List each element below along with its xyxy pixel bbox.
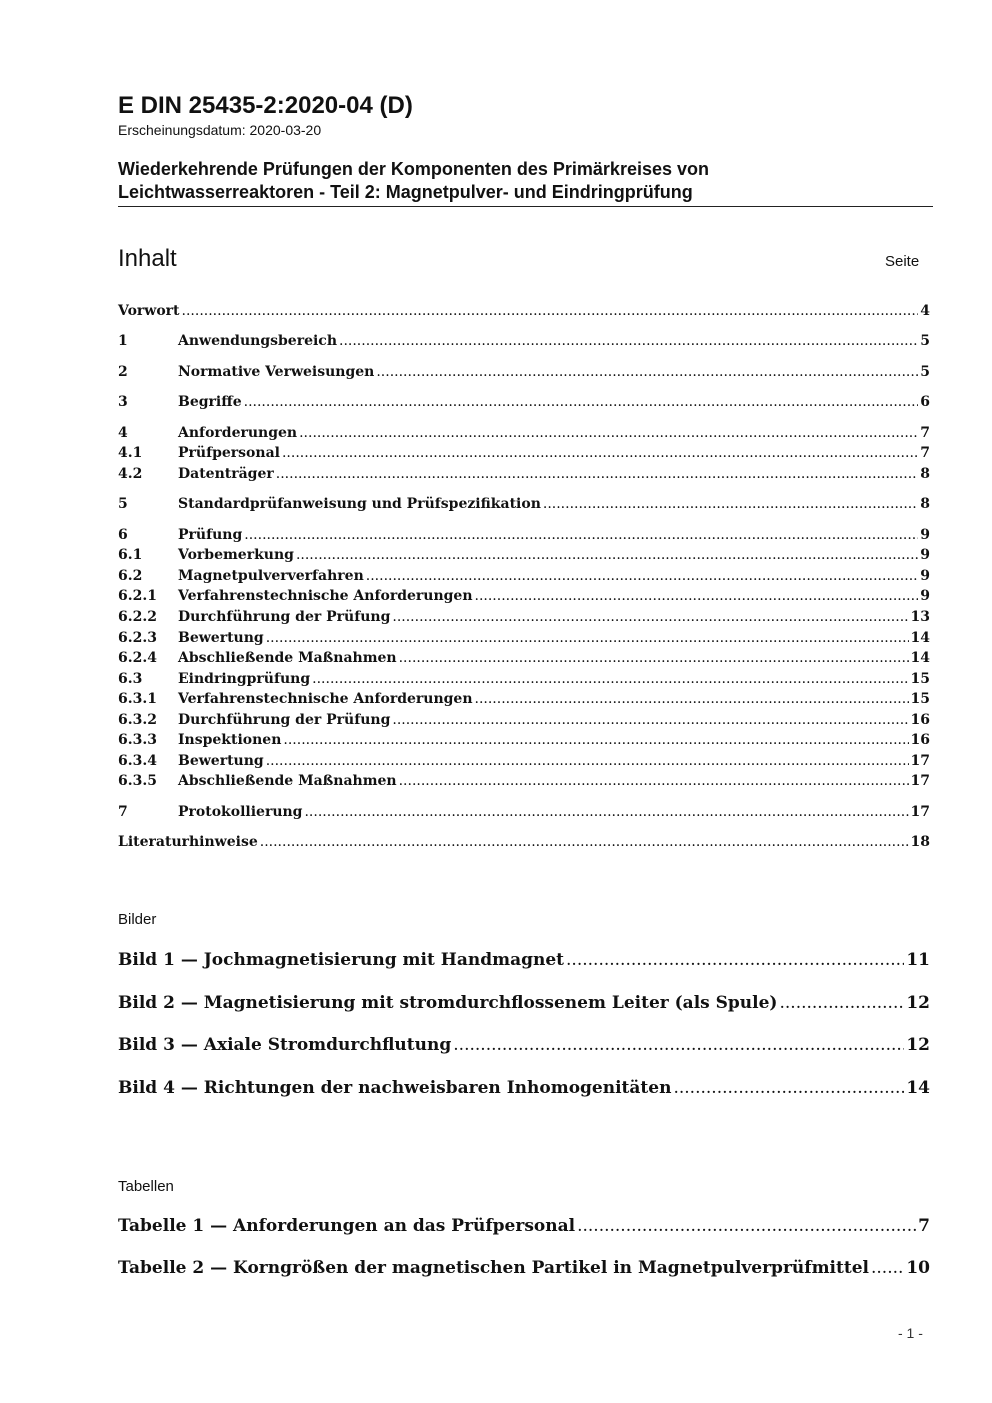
dot-leader — [376, 364, 918, 380]
toc-entry-label: Magnetpulververfahren — [178, 568, 364, 584]
toc-entry-label: Prüfpersonal — [178, 445, 280, 461]
toc-entry-number: 6.3 — [118, 671, 143, 687]
dot-leader — [283, 732, 908, 748]
toc-entry-label: Begriffe — [178, 394, 242, 410]
toc-entry-number: 6.3.3 — [118, 732, 157, 748]
table-entry-page: 7 — [918, 1216, 930, 1236]
toc-entry[interactable] — [118, 588, 930, 608]
page-column-label: Seite — [885, 253, 920, 270]
toc-entry-number: 2 — [118, 364, 128, 380]
toc-entry-label: Anwendungsbereich — [178, 333, 337, 349]
toc-entry-page: 18 — [910, 834, 930, 850]
toc-entry[interactable] — [118, 303, 930, 323]
toc-entry[interactable] — [118, 834, 930, 854]
tables-heading: Tabellen — [118, 1178, 174, 1195]
figure-entry-label: Bild 1 — Jochmagnetisierung mit Handmagnet — [118, 950, 565, 970]
toc-entry[interactable] — [118, 496, 930, 516]
figure-entry[interactable] — [118, 1035, 930, 1059]
table-entry[interactable] — [118, 1258, 930, 1282]
figure-entry-label: Bild 3 — Axiale Stromdurchflutung — [118, 1035, 452, 1055]
toc-entry[interactable] — [118, 691, 930, 711]
toc-entry-label: Verfahrenstechnische Anforderungen — [178, 588, 473, 604]
figure-entry[interactable] — [118, 950, 930, 974]
toc-entry-page: 5 — [920, 333, 930, 349]
figure-entry[interactable] — [118, 993, 930, 1017]
page-number: - 1 - — [898, 1325, 923, 1341]
toc-entry-page: 9 — [920, 547, 930, 563]
toc-entry[interactable] — [118, 671, 930, 691]
toc-entry-number: 6.2.1 — [118, 588, 157, 604]
dot-leader — [392, 712, 908, 728]
toc-entry-label: Verfahrenstechnische Anforderungen — [178, 691, 473, 707]
toc-entry[interactable] — [118, 712, 930, 732]
dot-leader — [296, 547, 918, 563]
toc-entry-page: 15 — [910, 671, 930, 687]
dot-leader — [453, 1035, 904, 1055]
dot-leader — [566, 950, 904, 970]
toc-entry-number: 4 — [118, 425, 128, 441]
figure-entry-label: Bild 4 — Richtungen der nachweisbaren Inhomogenitäten — [118, 1078, 672, 1098]
figure-entry-page: 12 — [906, 993, 930, 1013]
dot-leader — [266, 753, 909, 769]
toc-entry[interactable] — [118, 773, 930, 793]
toc-entry-page: 6 — [920, 394, 930, 410]
toc-entry-page: 9 — [920, 527, 930, 543]
toc-entry[interactable] — [118, 364, 930, 384]
toc-entry[interactable] — [118, 568, 930, 588]
toc-entry-label: Abschließende Maßnahmen — [178, 650, 397, 666]
toc-entry-page: 9 — [920, 588, 930, 604]
figures-heading: Bilder — [118, 911, 157, 928]
dot-leader — [475, 588, 919, 604]
title-line-1: Wiederkehrende Prüfungen der Komponenten des Primärkreises von — [118, 159, 709, 179]
toc-entry-number: 5 — [118, 496, 128, 512]
dot-leader — [392, 609, 908, 625]
table-entry-page: 10 — [906, 1258, 930, 1278]
title-line-2: Leichtwasserreaktoren - Teil 2: Magnetpulver- und Eindringprüfung — [118, 182, 693, 202]
toc-entry-page: 17 — [910, 773, 930, 789]
dot-leader — [779, 993, 904, 1013]
toc-entry[interactable] — [118, 753, 930, 773]
figure-entry-page: 12 — [906, 1035, 930, 1055]
toc-entry-number: 6.2.3 — [118, 630, 157, 646]
document-title — [118, 158, 933, 204]
toc-entry-number: 1 — [118, 333, 128, 349]
toc-entry-label: Bewertung — [178, 630, 264, 646]
toc-entry-label: Normative Verweisungen — [178, 364, 375, 380]
toc-entry[interactable] — [118, 547, 930, 567]
table-entry[interactable] — [118, 1216, 930, 1240]
toc-entry-page: 7 — [920, 425, 930, 441]
toc-entry-page: 14 — [910, 650, 930, 666]
toc-entry-page: 9 — [920, 568, 930, 584]
toc-entry-number: 6.3.2 — [118, 712, 157, 728]
toc-entry-label: Prüfung — [178, 527, 243, 543]
toc-entry-number: 7 — [118, 804, 128, 820]
toc-entry-number: 3 — [118, 394, 128, 410]
toc-entry-number: 6.1 — [118, 547, 143, 563]
toc-entry-page: 16 — [910, 712, 930, 728]
dot-leader — [260, 834, 909, 850]
toc-entry-label: Abschließende Maßnahmen — [178, 773, 397, 789]
dot-leader — [182, 303, 919, 319]
toc-entry-label: Vorwort — [118, 303, 180, 319]
toc-entry-number: 4.2 — [118, 466, 143, 482]
title-divider — [118, 206, 933, 207]
dot-leader — [339, 333, 918, 349]
dot-leader — [366, 568, 918, 584]
toc-entry-page: 14 — [910, 630, 930, 646]
dot-leader — [282, 445, 918, 461]
toc-heading: Inhalt — [118, 245, 177, 272]
toc-entry[interactable] — [118, 609, 930, 629]
dot-leader — [266, 630, 909, 646]
toc-entry-label: Eindringprüfung — [178, 671, 311, 687]
toc-entry[interactable] — [118, 333, 930, 353]
toc-entry-label: Anforderungen — [178, 425, 298, 441]
toc-entry[interactable] — [118, 425, 930, 445]
toc-entry-number: 6.2.4 — [118, 650, 157, 666]
dot-leader — [304, 804, 908, 820]
toc-entry-number: 6.2.2 — [118, 609, 157, 625]
toc-entry[interactable] — [118, 650, 930, 670]
toc-entry-label: Vorbemerkung — [178, 547, 294, 563]
toc-entry-page: 4 — [920, 303, 930, 319]
toc-entry-number: 6.2 — [118, 568, 143, 584]
toc-entry-number: 6.3.5 — [118, 773, 157, 789]
dot-leader — [299, 425, 918, 441]
dot-leader — [312, 671, 908, 687]
toc-entry-page: 17 — [910, 804, 930, 820]
toc-entry-label: Durchführung der Prüfung — [178, 712, 391, 728]
toc-entry-label: Protokollierung — [178, 804, 303, 820]
dot-leader — [673, 1078, 904, 1098]
toc-entry-number: 6.3.1 — [118, 691, 157, 707]
toc-entry-page: 17 — [910, 753, 930, 769]
toc-entry-label: Inspektionen — [178, 732, 282, 748]
toc-entry-page: 13 — [910, 609, 930, 625]
toc-entry-page: 8 — [920, 466, 930, 482]
toc-entry-label: Standardprüfanweisung und Prüfspezifikation — [178, 496, 541, 512]
toc-entry-label: Bewertung — [178, 753, 264, 769]
dot-leader — [475, 691, 909, 707]
toc-entry-page: 7 — [920, 445, 930, 461]
table-entry-label: Tabelle 1 — Anforderungen an das Prüfpersonal — [118, 1216, 576, 1236]
toc-entry-page: 5 — [920, 364, 930, 380]
toc-entry-page: 16 — [910, 732, 930, 748]
dot-leader — [244, 527, 918, 543]
figure-entry[interactable] — [118, 1078, 930, 1102]
toc-entry[interactable] — [118, 466, 930, 486]
toc-entry-label: Literaturhinweise — [118, 834, 258, 850]
dot-leader — [244, 394, 919, 410]
dot-leader — [399, 773, 909, 789]
dot-leader — [871, 1258, 904, 1278]
toc-entry[interactable] — [118, 804, 930, 824]
document-id: E DIN 25435-2:2020-04 (D) — [118, 92, 413, 119]
toc-entry-page: 15 — [910, 691, 930, 707]
toc-entry-number: 6 — [118, 527, 128, 543]
toc-entry-number: 6.3.4 — [118, 753, 157, 769]
toc-entry[interactable] — [118, 630, 930, 650]
toc-entry[interactable] — [118, 732, 930, 752]
publication-date: Erscheinungsdatum: 2020-03-20 — [118, 122, 322, 138]
table-entry-label: Tabelle 2 — Korngrößen der magnetischen Partikel in Magnetpulverprüfmittel — [118, 1258, 869, 1278]
dot-leader — [399, 650, 909, 666]
toc-entry[interactable] — [118, 527, 930, 547]
dot-leader — [276, 466, 918, 482]
dot-leader — [543, 496, 918, 512]
toc-entry[interactable] — [118, 445, 930, 465]
figure-entry-page: 11 — [906, 950, 930, 970]
dot-leader — [577, 1216, 916, 1236]
figure-entry-label: Bild 2 — Magnetisierung mit stromdurchflossenem Leiter (als Spule) — [118, 993, 778, 1013]
toc-entry-page: 8 — [920, 496, 930, 512]
toc-entry-number: 4.1 — [118, 445, 143, 461]
toc-entry-label: Durchführung der Prüfung — [178, 609, 391, 625]
figure-entry-page: 14 — [906, 1078, 930, 1098]
toc-entry-label: Datenträger — [178, 466, 274, 482]
toc-entry[interactable] — [118, 394, 930, 414]
